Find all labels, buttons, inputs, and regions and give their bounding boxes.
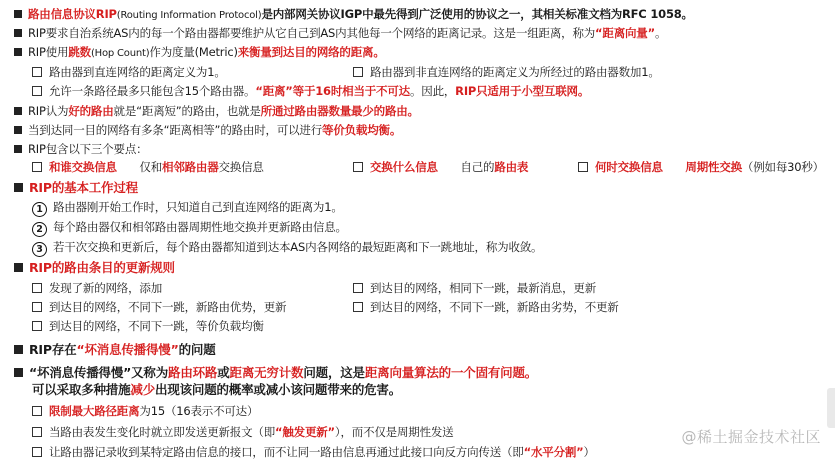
line-exchange-with bbox=[32, 159, 264, 175]
text-run: 当到达同一目的网络有多条“距离相等”的路由时，可以进行 bbox=[28, 123, 323, 137]
text-run: RIP的路由条目的更新规则 bbox=[29, 260, 175, 275]
text-run: 发现了新的网络，添加 bbox=[49, 281, 162, 295]
bullet-checkbox-icon bbox=[32, 321, 42, 331]
text-run: 周期性交换 bbox=[685, 160, 742, 174]
text-run: 到达目的网络，不同下一跳，新路由劣势，不更新 bbox=[370, 300, 619, 314]
bullet-square-icon bbox=[14, 368, 23, 377]
side-scroll-tab[interactable] bbox=[827, 388, 835, 428]
text-run: (Hop Count) bbox=[90, 48, 150, 59]
text-run: 若干次交换和更新后，每个路由器都知道到达本AS内各网络的最短距离和下一跳地址，称为收敛。 bbox=[53, 240, 543, 254]
text-run: 等价负载均衡。 bbox=[322, 123, 402, 137]
line-triggered-update bbox=[32, 424, 453, 440]
text-run: 仅和 bbox=[116, 160, 163, 174]
bullet-square-icon bbox=[14, 145, 22, 153]
bullet-checkbox-icon bbox=[353, 302, 363, 312]
line-good-route bbox=[14, 103, 419, 119]
text-run: RIP存在 bbox=[29, 342, 77, 357]
bullet-checkbox-icon bbox=[353, 162, 363, 172]
bullet-checkbox-icon bbox=[32, 162, 42, 172]
text-run: 出现该问题的概率或减小该问题带来的危害。 bbox=[155, 382, 402, 397]
bullet-checkbox-icon bbox=[32, 427, 42, 437]
text-run: 的问题 bbox=[178, 342, 216, 357]
line-rule-same-nexthop-update bbox=[353, 280, 596, 296]
text-run: ） bbox=[583, 445, 595, 459]
text-run: 跳数 bbox=[68, 45, 91, 59]
text-run: RIP要求自治系统AS内的每一个路由器都要维护从它自己到AS内其他每一个网络的距离记录。这是一组距离，称为 bbox=[28, 26, 596, 40]
line-direct-distance bbox=[32, 64, 226, 80]
step-number-icon: 3 bbox=[32, 242, 47, 257]
text-run: 每个路由器仅和相邻路由器周期性地交换并更新路由信息。 bbox=[53, 220, 347, 234]
line-exchange-what bbox=[353, 159, 528, 175]
text-run: RIP包含以下三个要点： bbox=[28, 142, 148, 156]
line-rip-metric bbox=[14, 44, 385, 60]
text-run: 好的路由 bbox=[68, 104, 114, 118]
text-run: 路由信息协议RIP bbox=[28, 7, 117, 21]
line-step-2 bbox=[32, 219, 347, 235]
bullet-checkbox-icon bbox=[353, 67, 363, 77]
heading-basic-process bbox=[14, 180, 138, 196]
bullet-checkbox-icon bbox=[32, 283, 42, 293]
text-run: 距离向量算法的一个固有问题。 bbox=[364, 365, 538, 380]
text-run: 来衡量到达目的网络的距离。 bbox=[237, 45, 385, 59]
text-run: 就是“距离短”的路由，也就是 bbox=[113, 104, 261, 118]
line-rip-intro bbox=[14, 6, 693, 22]
text-run: 相邻路由器 bbox=[162, 160, 219, 174]
text-run: 到达目的网络，不同下一跳，新路由优势，更新 bbox=[49, 300, 287, 314]
text-run: 到达目的网络，不同下一跳，等价负载均衡 bbox=[49, 319, 264, 333]
bullet-checkbox-icon bbox=[32, 302, 42, 312]
text-run: “坏消息传播得慢”又称为 bbox=[29, 365, 169, 380]
bullet-checkbox-icon bbox=[32, 447, 42, 457]
text-run: 交换什么信息 bbox=[370, 160, 438, 174]
text-run: 自己的 bbox=[437, 160, 495, 174]
heading-bad-news bbox=[14, 342, 216, 358]
bullet-square-icon bbox=[14, 126, 22, 134]
text-run: ），而不仅是周期性发送 bbox=[334, 425, 454, 439]
text-run: 限制最大路径距离 bbox=[49, 404, 140, 418]
text-run: 路由器到非直连网络的距离定义为所经过的路由器数加1。 bbox=[370, 65, 660, 79]
text-run: 距离无穷计数 bbox=[229, 365, 304, 380]
bullet-square-icon bbox=[14, 10, 22, 18]
text-run: “触发更新” bbox=[275, 425, 335, 439]
line-rule-diff-better bbox=[32, 299, 286, 315]
text-run: RIP使用 bbox=[28, 45, 69, 59]
text-run: 何时交换信息 bbox=[595, 160, 663, 174]
line-three-points bbox=[14, 141, 147, 157]
text-run: 让路由器记录收到某特定路由信息的接口，而不让同一路由信息再通过此接口向反方向传送（即 bbox=[49, 445, 524, 459]
text-run bbox=[663, 160, 686, 174]
line-step-3 bbox=[32, 239, 542, 255]
text-run: 。因此， bbox=[409, 84, 456, 98]
text-run: RIP的基本工作过程 bbox=[29, 180, 138, 195]
text-run: 允许一条路径最多只能包含15个路由器。 bbox=[49, 84, 256, 98]
text-run: 路由环路 bbox=[168, 365, 218, 380]
line-mitigation bbox=[32, 382, 401, 398]
text-run: 减少 bbox=[130, 382, 156, 397]
text-run: 作为度量(Metric) bbox=[149, 45, 238, 59]
bullet-square-icon bbox=[14, 183, 23, 192]
text-run: (Routing Information Protocol) bbox=[116, 10, 262, 21]
line-bad-news-def bbox=[14, 365, 537, 381]
watermark-text: @稀土掘金技术社区 bbox=[681, 428, 821, 446]
bullet-square-icon bbox=[14, 48, 22, 56]
line-nondirect-distance bbox=[353, 64, 660, 80]
line-rule-diff-worse bbox=[353, 299, 619, 315]
text-run: 为15（16表示不可达） bbox=[139, 404, 259, 418]
text-run: 问题，这是 bbox=[303, 365, 365, 380]
line-rip-maintain bbox=[14, 25, 666, 41]
heading-update-rules bbox=[14, 260, 175, 276]
line-rule-diff-equal bbox=[32, 318, 264, 334]
text-run: 路由器到直连网络的距离定义为1。 bbox=[49, 65, 226, 79]
text-run: 到达目的网络，相同下一跳，最新消息，更新 bbox=[370, 281, 596, 295]
text-run: 。 bbox=[654, 26, 667, 40]
text-run: “坏消息传播得慢” bbox=[76, 342, 179, 357]
bullet-checkbox-icon bbox=[32, 406, 42, 416]
bullet-square-icon bbox=[14, 107, 22, 115]
text-run: “水平分割” bbox=[523, 445, 584, 459]
bullet-checkbox-icon bbox=[32, 67, 42, 77]
bullet-checkbox-icon bbox=[578, 162, 588, 172]
line-step-1 bbox=[32, 199, 343, 215]
text-run: 和谁交换信息 bbox=[49, 160, 117, 174]
text-run: （例如每30秒） bbox=[741, 160, 824, 174]
line-exchange-when bbox=[578, 159, 824, 175]
text-run: 当路由表发生变化时就立即发送更新报文（即 bbox=[49, 425, 275, 439]
bullet-checkbox-icon bbox=[353, 283, 363, 293]
step-number-icon: 1 bbox=[32, 202, 47, 217]
text-run: 或 bbox=[217, 365, 230, 380]
text-run: RIP认为 bbox=[28, 104, 69, 118]
line-max-path bbox=[32, 403, 258, 419]
text-run: 交换信息 bbox=[218, 160, 264, 174]
bullet-square-icon bbox=[14, 345, 23, 354]
text-run: 路由器刚开始工作时，只知道自己到直连网络的距离为1。 bbox=[53, 200, 343, 214]
text-run: RIP只适用于小型互联网。 bbox=[455, 84, 590, 98]
bullet-checkbox-icon bbox=[32, 86, 42, 96]
text-run: 所通过路由器数量最少的路由。 bbox=[260, 104, 419, 118]
bullet-square-icon bbox=[14, 29, 22, 37]
line-split-horizon bbox=[32, 444, 595, 460]
text-run: 是内部网关协议IGP中最先得到广泛使用的协议之一，其相关标准文档为RFC 1058。 bbox=[261, 7, 693, 21]
text-run: 路由表 bbox=[494, 160, 529, 174]
text-run: 可以采取多种措施 bbox=[32, 382, 131, 397]
line-load-balance bbox=[14, 122, 401, 138]
text-run: “距离”等于16时相当于不可达 bbox=[255, 84, 410, 98]
line-max-hops bbox=[32, 83, 589, 99]
line-rule-new-network bbox=[32, 280, 162, 296]
step-number-icon: 2 bbox=[32, 222, 47, 237]
text-run: “距离向量” bbox=[595, 26, 655, 40]
bullet-square-icon bbox=[14, 263, 23, 272]
